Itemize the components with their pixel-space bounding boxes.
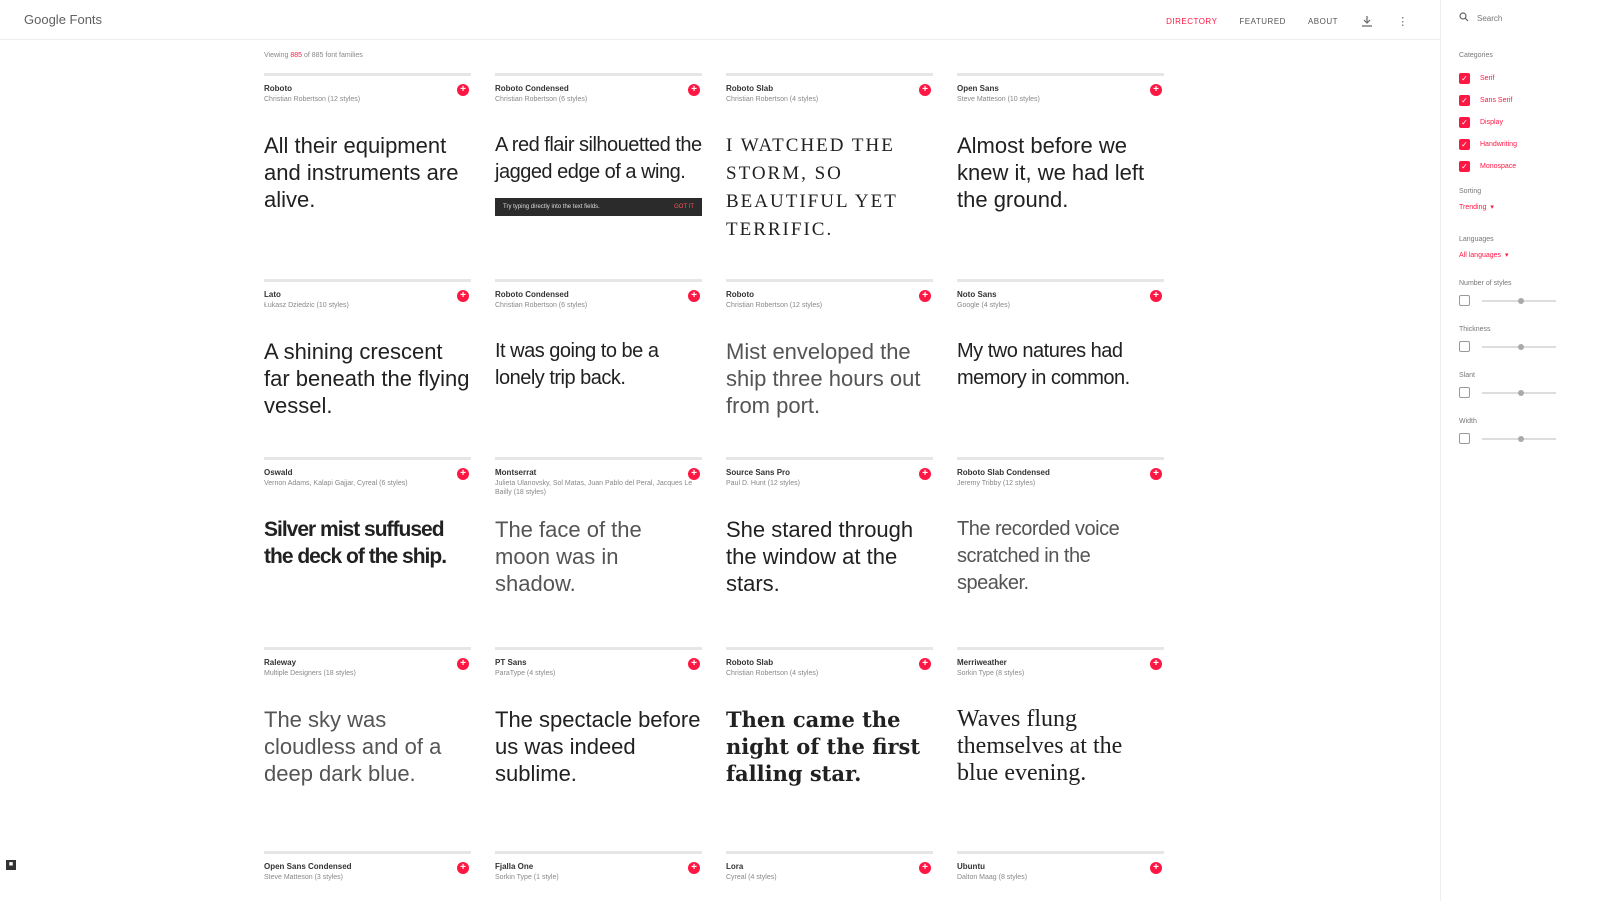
width-filter xyxy=(1459,418,1556,444)
font-name[interactable]: Raleway xyxy=(264,658,297,667)
sample-text[interactable]: A shining crescent far beneath the flying vessel. xyxy=(264,339,470,418)
font-name[interactable]: Oswald xyxy=(264,468,293,477)
sample-text[interactable]: She stared through the window at the stars. xyxy=(726,517,914,596)
font-card[interactable] xyxy=(726,457,933,647)
font-author: Łukasz Dziedzic (10 styles) xyxy=(264,302,349,309)
font-card[interactable] xyxy=(957,457,1164,647)
font-author: Jeremy Tribby (12 styles) xyxy=(957,480,1036,487)
add-font-button[interactable]: + xyxy=(1150,468,1162,480)
font-name[interactable]: Source Sans Pro xyxy=(726,468,791,477)
sample-text[interactable]: Then came the night of the first falling star. xyxy=(726,707,921,786)
filter-slider[interactable] xyxy=(1482,300,1556,302)
filter-label: Thickness xyxy=(1459,326,1491,333)
font-name[interactable]: Open Sans xyxy=(957,84,999,93)
family-drawer-icon[interactable] xyxy=(1360,14,1374,28)
add-font-button[interactable]: + xyxy=(1150,84,1162,96)
feedback-icon[interactable]: ■ xyxy=(6,860,16,870)
add-font-button[interactable]: + xyxy=(457,290,469,302)
font-author: Christian Robertson (4 styles) xyxy=(726,96,819,103)
search-bar xyxy=(1459,12,1577,24)
languages-section xyxy=(1459,236,1509,259)
more-icon[interactable]: ⋮ xyxy=(1397,15,1409,28)
font-name[interactable]: Roboto Condensed xyxy=(495,84,569,93)
add-font-button[interactable]: + xyxy=(688,290,700,302)
font-name[interactable]: Roboto Slab xyxy=(726,658,774,667)
font-name[interactable]: Fjalla One xyxy=(495,862,534,871)
font-card[interactable] xyxy=(726,647,933,851)
sample-text[interactable]: The face of the moon was in shadow. xyxy=(495,517,642,596)
font-author: Multiple Designers (18 styles) xyxy=(264,670,356,677)
slider-thumb[interactable] xyxy=(1518,436,1524,442)
font-author: Cyreal (4 styles) xyxy=(726,874,777,881)
font-author: Google (4 styles) xyxy=(957,302,1010,309)
font-name[interactable]: Lato xyxy=(264,290,281,299)
font-author: Steve Matteson (10 styles) xyxy=(957,96,1040,103)
chevron-down-icon: ▾ xyxy=(1505,252,1509,259)
category-monospace[interactable]: ✓ Monospace xyxy=(1459,155,1517,177)
font-name[interactable]: PT Sans xyxy=(495,658,527,667)
add-font-button[interactable]: + xyxy=(457,84,469,96)
checkbox-checked[interactable]: ✓ xyxy=(1459,95,1470,106)
filter-sidebar xyxy=(1440,0,1600,901)
sample-text[interactable]: A red flair silhouetted the jagged edge of a wing. xyxy=(495,134,702,183)
top-bar xyxy=(0,0,1440,40)
font-directory xyxy=(264,52,1184,891)
font-card[interactable] xyxy=(495,851,702,891)
filter-slider[interactable] xyxy=(1482,438,1556,440)
slant-filter xyxy=(1459,372,1556,398)
sample-text[interactable]: It was going to be a lonely trip back. xyxy=(495,340,659,389)
categories-section xyxy=(1459,52,1517,177)
checkbox-checked[interactable]: ✓ xyxy=(1459,161,1470,172)
font-author: ParaType (4 styles) xyxy=(495,670,556,677)
font-author: Christian Robertson (6 styles) xyxy=(495,96,588,103)
add-font-button[interactable]: + xyxy=(457,862,469,874)
font-author: Vernon Adams, Kalapi Gajjar, Cyreal (6 styles) xyxy=(264,480,408,487)
font-author: Julieta Ulanovsky, Sol Matas, Juan Pablo del Peral, Jacques Le Bailly (18 styles) xyxy=(495,480,693,496)
font-card[interactable] xyxy=(726,851,933,891)
app-logo[interactable]: Google Fonts xyxy=(24,12,103,27)
nav-directory[interactable]: DIRECTORY xyxy=(1166,16,1218,26)
add-font-button[interactable]: + xyxy=(688,862,700,874)
font-card[interactable] xyxy=(264,457,471,647)
sample-text[interactable]: The sky was cloudless and of a deep dark blue. xyxy=(264,707,442,786)
tip-banner xyxy=(495,198,702,216)
font-author: Christian Robertson (4 styles) xyxy=(726,670,819,677)
category-handwriting[interactable]: ✓ Handwriting xyxy=(1459,133,1517,155)
sample-text[interactable]: Silver mist suffused the deck of the ship. xyxy=(264,518,447,568)
filter-label: Slant xyxy=(1459,372,1475,379)
sample-text[interactable]: Waves flung themselves at the blue evening. xyxy=(957,706,1123,786)
checkbox-checked[interactable]: ✓ xyxy=(1459,139,1470,150)
sample-text[interactable]: My two natures had memory in common. xyxy=(957,340,1130,389)
tip-text: Try typing directly into the text fields. xyxy=(503,204,600,210)
font-card[interactable] xyxy=(957,647,1164,851)
add-font-button[interactable]: + xyxy=(1150,862,1162,874)
add-font-button[interactable]: + xyxy=(919,862,931,874)
font-card[interactable] xyxy=(264,73,471,279)
font-author: Sorkin Type (1 style) xyxy=(495,874,559,881)
font-card[interactable] xyxy=(957,851,1164,891)
add-font-button[interactable]: + xyxy=(919,290,931,302)
top-nav xyxy=(1166,14,1410,28)
font-card[interactable] xyxy=(957,73,1164,279)
add-font-button[interactable]: + xyxy=(1150,290,1162,302)
sample-text[interactable]: The recorded voice scratched in the speaker. xyxy=(957,518,1120,594)
styles-filter xyxy=(1459,280,1556,306)
add-font-button[interactable]: + xyxy=(919,84,931,96)
font-grid xyxy=(264,73,1184,891)
add-font-button[interactable]: + xyxy=(457,658,469,670)
category-display[interactable]: ✓ Display xyxy=(1459,111,1517,133)
results-count: Viewing 885 of 885 font families xyxy=(264,52,363,59)
font-card[interactable] xyxy=(726,279,933,457)
font-card[interactable] xyxy=(495,457,702,647)
font-name[interactable]: Lora xyxy=(726,862,744,871)
font-card[interactable] xyxy=(264,647,471,851)
languages-label: Languages xyxy=(1459,236,1494,243)
font-name[interactable]: Roboto Slab xyxy=(726,84,774,93)
add-font-button[interactable]: + xyxy=(688,658,700,670)
font-card[interactable] xyxy=(495,279,702,457)
filter-label: Width xyxy=(1459,418,1477,425)
font-name[interactable]: Ubuntu xyxy=(957,862,985,871)
slider-thumb[interactable] xyxy=(1518,390,1524,396)
add-font-button[interactable]: + xyxy=(919,468,931,480)
slider-thumb[interactable] xyxy=(1518,298,1524,304)
dismiss-tip-button[interactable]: GOT IT xyxy=(674,204,694,210)
font-author: Paul D. Hunt (12 styles) xyxy=(726,480,800,487)
categories-label: Categories xyxy=(1459,52,1493,59)
font-card[interactable] xyxy=(726,73,933,279)
font-name[interactable]: Roboto xyxy=(264,84,292,93)
font-name[interactable]: Roboto xyxy=(726,290,754,299)
font-card[interactable] xyxy=(495,73,702,279)
nav-featured[interactable]: FEATURED xyxy=(1239,16,1286,26)
font-card[interactable] xyxy=(264,851,471,891)
sample-text[interactable]: All their equipment and instruments are alive. xyxy=(264,133,459,212)
font-name[interactable]: Roboto Slab Condensed xyxy=(957,468,1050,477)
add-font-button[interactable]: + xyxy=(688,468,700,480)
thickness-filter xyxy=(1459,326,1556,352)
sorting-select[interactable]: Trending ▾ xyxy=(1459,203,1494,211)
font-author: Christian Robertson (6 styles) xyxy=(495,302,588,309)
search-icon xyxy=(1459,12,1469,24)
add-font-button[interactable]: + xyxy=(1150,658,1162,670)
nav-about[interactable]: ABOUT xyxy=(1307,16,1338,26)
filter-checkbox[interactable] xyxy=(1459,341,1470,352)
sorting-section xyxy=(1459,188,1494,211)
font-card[interactable] xyxy=(957,279,1164,457)
sample-text[interactable]: The spectacle before us was indeed sublime. xyxy=(495,707,701,786)
font-author: Dalton Maag (8 styles) xyxy=(957,874,1028,881)
category-serif[interactable]: ✓ Serif xyxy=(1459,67,1517,89)
font-author: Steve Matteson (3 styles) xyxy=(264,874,343,881)
filter-checkbox[interactable] xyxy=(1459,433,1470,444)
font-name[interactable]: Open Sans Condensed xyxy=(264,862,352,871)
font-card[interactable] xyxy=(264,279,471,457)
filter-checkbox[interactable] xyxy=(1459,295,1470,306)
font-author: Christian Robertson (12 styles) xyxy=(726,302,823,309)
slider-thumb[interactable] xyxy=(1518,344,1524,350)
sample-text[interactable]: Almost before we knew it, we had left the ground. xyxy=(957,133,1145,212)
languages-select[interactable]: All languages ▾ xyxy=(1459,251,1509,259)
font-name[interactable]: Montserrat xyxy=(495,468,537,477)
font-name[interactable]: Noto Sans xyxy=(957,290,997,299)
filter-checkbox[interactable] xyxy=(1459,387,1470,398)
add-font-button[interactable]: + xyxy=(688,84,700,96)
category-sans-serif[interactable]: ✓ Sans Serif xyxy=(1459,89,1517,111)
font-author: Christian Robertson (12 styles) xyxy=(264,96,361,103)
filter-slider[interactable] xyxy=(1482,392,1556,394)
sample-text[interactable]: Mist enveloped the ship three hours out from port. xyxy=(726,339,921,418)
add-font-button[interactable]: + xyxy=(457,468,469,480)
search-input[interactable] xyxy=(1477,14,1577,23)
filter-label: Number of styles xyxy=(1459,280,1512,287)
font-card[interactable] xyxy=(495,647,702,851)
add-font-button[interactable]: + xyxy=(919,658,931,670)
checkbox-checked[interactable]: ✓ xyxy=(1459,117,1470,128)
font-name[interactable]: Roboto Condensed xyxy=(495,290,569,299)
font-name[interactable]: Merriweather xyxy=(957,658,1007,667)
checkbox-checked[interactable]: ✓ xyxy=(1459,73,1470,84)
font-author: Sorkin Type (8 styles) xyxy=(957,670,1025,677)
sorting-label: Sorting xyxy=(1459,188,1482,195)
filter-slider[interactable] xyxy=(1482,346,1556,348)
sample-text[interactable]: I WATCHED THE STORM, SO BEAUTIFUL YET TERRIFIC. xyxy=(726,135,898,240)
chevron-down-icon: ▾ xyxy=(1490,204,1494,211)
